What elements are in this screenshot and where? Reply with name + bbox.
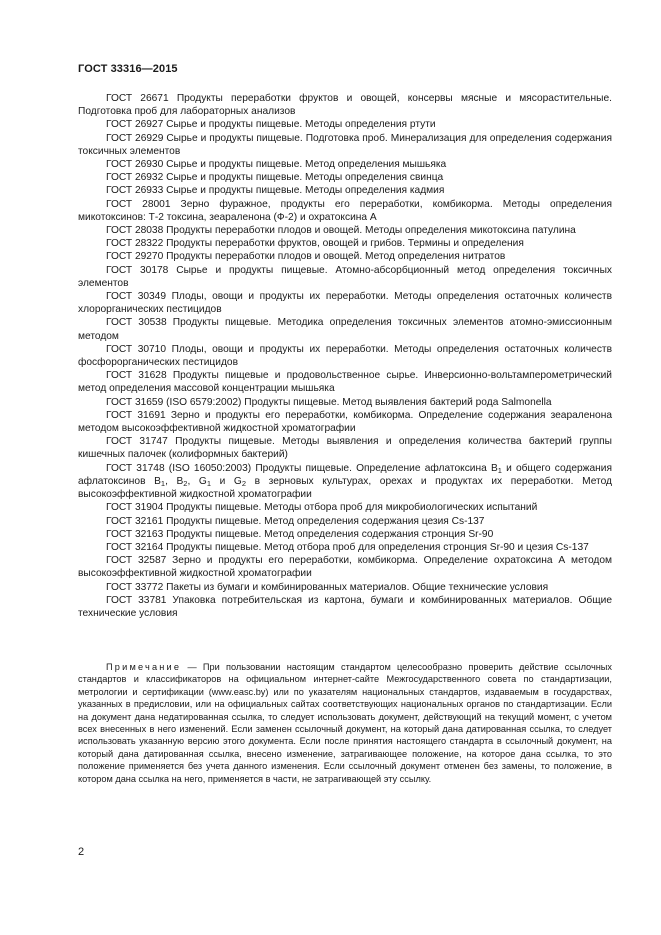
subscript: 2 — [183, 478, 188, 488]
reference-item: ГОСТ 30349 Плоды, овощи и продукты их переработки. Методы определения остаточных количеств хлорорганических пестицидов — [78, 291, 612, 316]
note-block — [78, 661, 612, 785]
reference-item: ГОСТ 30710 Плоды, овощи и продукты их переработки. Методы определения остаточных количеств фосфорорганических пестицидов — [78, 343, 612, 369]
ref-text: ГОСТ 31748 (ISO 16050:2003) Продукты пищевые. Определение афлатоксина В — [106, 462, 498, 474]
reference-item: ГОСТ 33781 Упаковка потребительская из картона, бумаги и комбинированных материалов. Общие технические условия — [78, 594, 612, 619]
reference-item: ГОСТ 32587 Зерно и продукты его переработки, комбикорма. Определение охратоксина А методом высокоэффективной жидкостной хроматографии — [78, 555, 612, 580]
document-header: ГОСТ 33316—2015 — [78, 63, 178, 75]
reference-item: ГОСТ 32161 Продукты пищевые. Метод определения содержания цезия Cs-137 — [106, 515, 485, 527]
reference-item: ГОСТ 26671 Продукты переработки фруктов и овощей, консервы мясные и мясорастительные. Подготовка проб для лабораторных анализов — [78, 93, 612, 118]
subscript: 1 — [497, 465, 502, 475]
reference-item: ГОСТ 26927 Сырье и продукты пищевые. Методы определения ртути — [106, 119, 436, 131]
ref-text: , В — [165, 475, 184, 487]
reference-item: ГОСТ 32163 Продукты пищевые. Метод определения содержания стронция Sr-90 — [106, 528, 494, 540]
ref-text: в зерновых культурах, орехах и продуктах их переработки. Метод высокоэффективной жидкостной хроматографии — [78, 475, 612, 501]
reference-item: ГОСТ 28322 Продукты переработки фруктов, овощей и грибов. Термины и определения — [106, 238, 524, 250]
reference-item: ГОСТ 28038 Продукты переработки плодов и овощей. Методы определения микотоксина патулина — [106, 225, 576, 237]
reference-item: ГОСТ 32164 Продукты пищевые. Метод отбора проб для определения стронция Sr-90 и цезия Cs-137 — [106, 541, 589, 553]
reference-item: ГОСТ 26929 Сырье и продукты пищевые. Подготовка проб. Минерализация для определения содержания токсичных элементов — [78, 132, 612, 157]
reference-item: ГОСТ 31747 Продукты пищевые. Методы выявления и определения количества бактерий группы кишечных палочек (колиформных бактерий) — [78, 436, 612, 461]
reference-item: ГОСТ 26933 Сырье и продукты пищевые. Методы определения кадмия — [106, 185, 445, 197]
reference-item-aflatoxin — [78, 462, 612, 502]
reference-item: ГОСТ 33772 Пакеты из бумаги и комбинированных материалов. Общие технические условия — [106, 581, 549, 593]
subscript: 1 — [206, 478, 212, 488]
note-label: Примечание — [106, 662, 182, 672]
subscript: 2 — [241, 478, 247, 488]
reference-item: ГОСТ 30178 Сырье и продукты пищевые. Атомно-абсорбционный метод определения токсичных элементов — [78, 264, 612, 289]
reference-item: ГОСТ 28001 Зерно фуражное, продукты его переработки, комбикорма. Методы определения микотоксинов: Т-2 токсина, зеараленона (Ф-2) и охратоксина А — [78, 198, 612, 223]
ref-text: и общего содержания афлатоксинов В — [78, 462, 612, 487]
page-number: 2 — [78, 846, 85, 858]
ref-text: и G — [211, 475, 242, 487]
note-paragraph — [78, 661, 612, 785]
reference-item: ГОСТ 26932 Сырье и продукты пищевые. Методы определения свинца — [106, 172, 444, 184]
ref-text: , G — [187, 475, 207, 487]
reference-item: ГОСТ 31904 Продукты пищевые. Методы отбора проб для микробиологических испытаний — [106, 502, 538, 514]
reference-item: ГОСТ 26930 Сырье и продукты пищевые. Метод определения мышьяка — [106, 159, 447, 171]
note-text: — При пользовании настоящим стандартом целесообразно проверить действие ссылочных стандартов и классификаторов на официальном интернет-сайте Межгосударственного совета по стандартизации, метрологии и сертификации (www.easc.by) или по указателям национальных стандартов, издаваемым в государствах, указанных в предисловии, или на официальных сайтах соответствующих национальных органов по стандартизации. Если на документ дана недатированная ссылка, то следует использовать документ, действующий на текущий момент, с учетом всех внесенных в него изменений. Если заменен ссылочный документ, на который дана датированная ссылка, то следует использовать указанную версию этого документа. Если после принятия настоящего стандарта в ссылочный документ, на который дана датированная ссылка, внесено изменение, затрагивающее положение, на которое дана ссылка, то это положение применяется без учета данного изменения. Если ссылочный документ отменен без замены, то положение, в котором дана ссылка на него, применяется в части, не затрагивающей эту ссылку. — [78, 662, 612, 784]
reference-item: ГОСТ 31659 (ISO 6579:2002) Продукты пищевые. Метод выявления бактерий рода Salmonella — [106, 396, 552, 408]
reference-item: ГОСТ 31628 Продукты пищевые и продовольственное сырье. Инверсионно-вольтамперометрический метод определения массовой концентрации мышьяка — [78, 370, 612, 395]
reference-item: ГОСТ 31691 Зерно и продукты его переработки, комбикорма. Определение содержания зеараленона методом высокоэффективной жидкостной хроматографии — [78, 409, 612, 435]
subscript: 1 — [160, 478, 166, 488]
reference-item: ГОСТ 30538 Продукты пищевые. Методика определения токсичных элементов атомно-эмиссионным методом — [78, 317, 612, 342]
normative-references-list — [78, 92, 612, 620]
reference-item: ГОСТ 29270 Продукты переработки плодов и овощей. Метод определения нитратов — [106, 251, 506, 263]
